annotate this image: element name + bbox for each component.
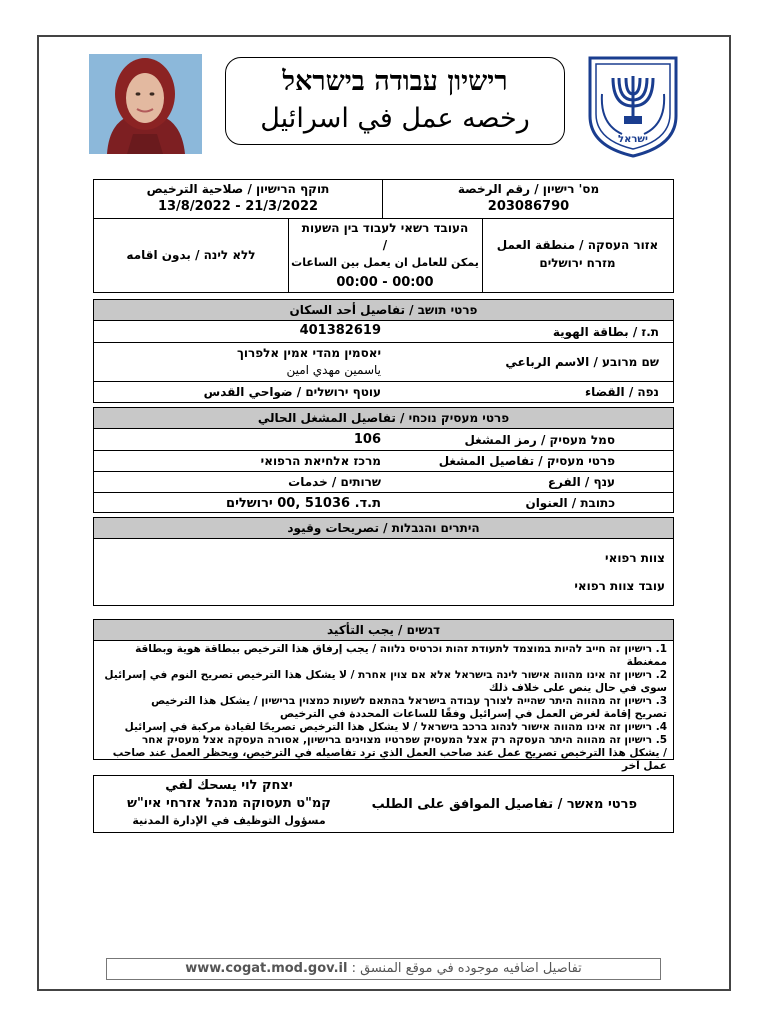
approver-title-hebrew: קמ"ט תעסוקה מנהל אזרחי איו"ש (127, 796, 331, 811)
employer-code-value: 106 (353, 432, 381, 447)
work-area-label: אזור העסקה / منطقة العمل (496, 238, 659, 252)
footer-website-link[interactable]: www.cogat.mod.gov.il (185, 961, 348, 976)
notes-section (93, 619, 674, 772)
approver-name: יצחק לוי يسحك لفي (165, 778, 293, 793)
note-line: 1. רישיון זה חייב להיות במוצמד לתעודת זהות וכרטיס נלווה / يجب إرفاق هذا الترخيص ببطاقة هوية وبطاقة ممغنطة (135, 643, 667, 668)
note-line: 5. רישיון זה מהווה היתר העסקה רק אצל המעסיק שפרטיו מצוינים ברישיון, אסורה העסקה אצל מעסיק אחר (141, 734, 667, 746)
address-label: כתובת / العنوان (525, 496, 615, 510)
approval-section (93, 775, 674, 833)
footer-info-box (106, 958, 661, 980)
state-emblem-icon (586, 54, 680, 159)
employer-details-value: מרכז אלחיאת הרפואי (260, 454, 381, 468)
license-info-box (93, 179, 674, 293)
district-value: עוטף ירושלים / ضواحي القدس (203, 385, 381, 399)
address-value: ת.ד. 51036 ,00 ירושלים (226, 496, 381, 511)
note-line: تصريح إقامة لغرض العمل في إسرائيل وفقًا للساعات المحددة في الترخيص (280, 708, 667, 720)
employer-section (93, 407, 674, 513)
employer-section-title: פרטי מעסיק נוכחי / تفاصيل المشغل الحالي (94, 408, 673, 429)
validity-label: תוקף הרישיון / صلاحية الترخيص (146, 182, 330, 196)
document-title-box (225, 57, 565, 145)
note-line: 3. רישיון זה מהווה היתר שהייה לצורך עבודה בישראל בהתאם לשעות כמצוין ברישיון / يشكل هذا الترخيص (151, 695, 667, 707)
note-line: 4. רישיון זה אינו מהווה אישור לנהוג ברכב בישראל / لا يشكل هذا الترخيص تصريحًا لقيادة مركبة في إسرائيل (124, 721, 667, 733)
full-name-label: שם מרובע / الاسم الرباعي (505, 355, 659, 369)
lodging-status: ללא לינה / بدون اقامه (126, 248, 256, 262)
id-label: ת.ז / بطاقة الهوية (552, 325, 659, 339)
note-line: / يشكل هذا الترخيص تصريح عمل عند صاحب العمل الذي ترد تفاصيله في الترخيص، ويحظر العمل عند صاحب عمل آخر (112, 747, 667, 772)
holder-photo (89, 54, 202, 154)
validity-dates: 21/3/2022 - 13/8/2022 (157, 199, 319, 214)
permits-section-title: היתרים והגבלות / تصريحات وقيود (94, 518, 673, 539)
work-hours-label-sep: / (382, 238, 388, 252)
work-hours-value: 00:00 - 00:00 (336, 275, 434, 290)
emblem-text: ישראל (618, 134, 648, 145)
full-name-hebrew: יאסמין מהדי אמין אלפרוך (236, 346, 381, 360)
district-label: נפה / القضاء (584, 385, 659, 399)
permit-item-1: צוות רפואי (605, 551, 665, 565)
approver-title-arabic: مسؤول التوظيف في الإدارة المدنية (132, 814, 326, 827)
resident-section (93, 299, 674, 403)
resident-section-title: פרטי תושב / تفاصيل أحد السكان (94, 300, 673, 321)
work-hours-label-ar: يمكن للعامل ان يعمل بين الساعات (291, 256, 479, 269)
full-name-arabic: ياسمين مهدي امين (286, 363, 381, 377)
employer-details-label: פרטי מעסיק / تفاصيل المشغل (438, 454, 615, 468)
work-hours-label-he: העובד רשאי לעבוד בין השעות (301, 221, 469, 235)
footer-text: تفاصيل اضافيه موجوده في موقع المنسق : (351, 961, 582, 976)
note-line: 2. רישיון זה אינו מהווה אישור לינה בישראל אלא אם צוין אחרת / لا يشكل هذا الترخيص تصريح النوم في إسرائيل (104, 669, 667, 681)
note-line: سوى في حال ينص على خلاف ذلك (488, 682, 667, 694)
branch-value: שרותים / خدمات (288, 475, 381, 489)
approver-label: פרטי מאשר / تفاصيل الموافق على الطلب (371, 797, 637, 812)
title-hebrew: רישיון עבודה בישראל (282, 66, 508, 97)
title-arabic: رخصه عمل في اسرائيل (260, 103, 530, 134)
id-value: 401382619 (299, 323, 381, 338)
permit-item-2: עובד צוות רפואי (574, 579, 665, 593)
notes-section-title: דגשים / يجب التأكيد (94, 620, 673, 641)
license-number-label: מס' רישיון / رقم الرخصة (457, 182, 600, 196)
notes-list (100, 643, 667, 773)
employer-code-label: סמל מעסיק / رمز المشغل (464, 433, 615, 447)
branch-label: ענף / الفرع (547, 475, 615, 489)
work-area-value: מזרח ירושלים (539, 256, 616, 270)
license-number: 203086790 (487, 199, 570, 214)
permits-section (93, 517, 674, 606)
